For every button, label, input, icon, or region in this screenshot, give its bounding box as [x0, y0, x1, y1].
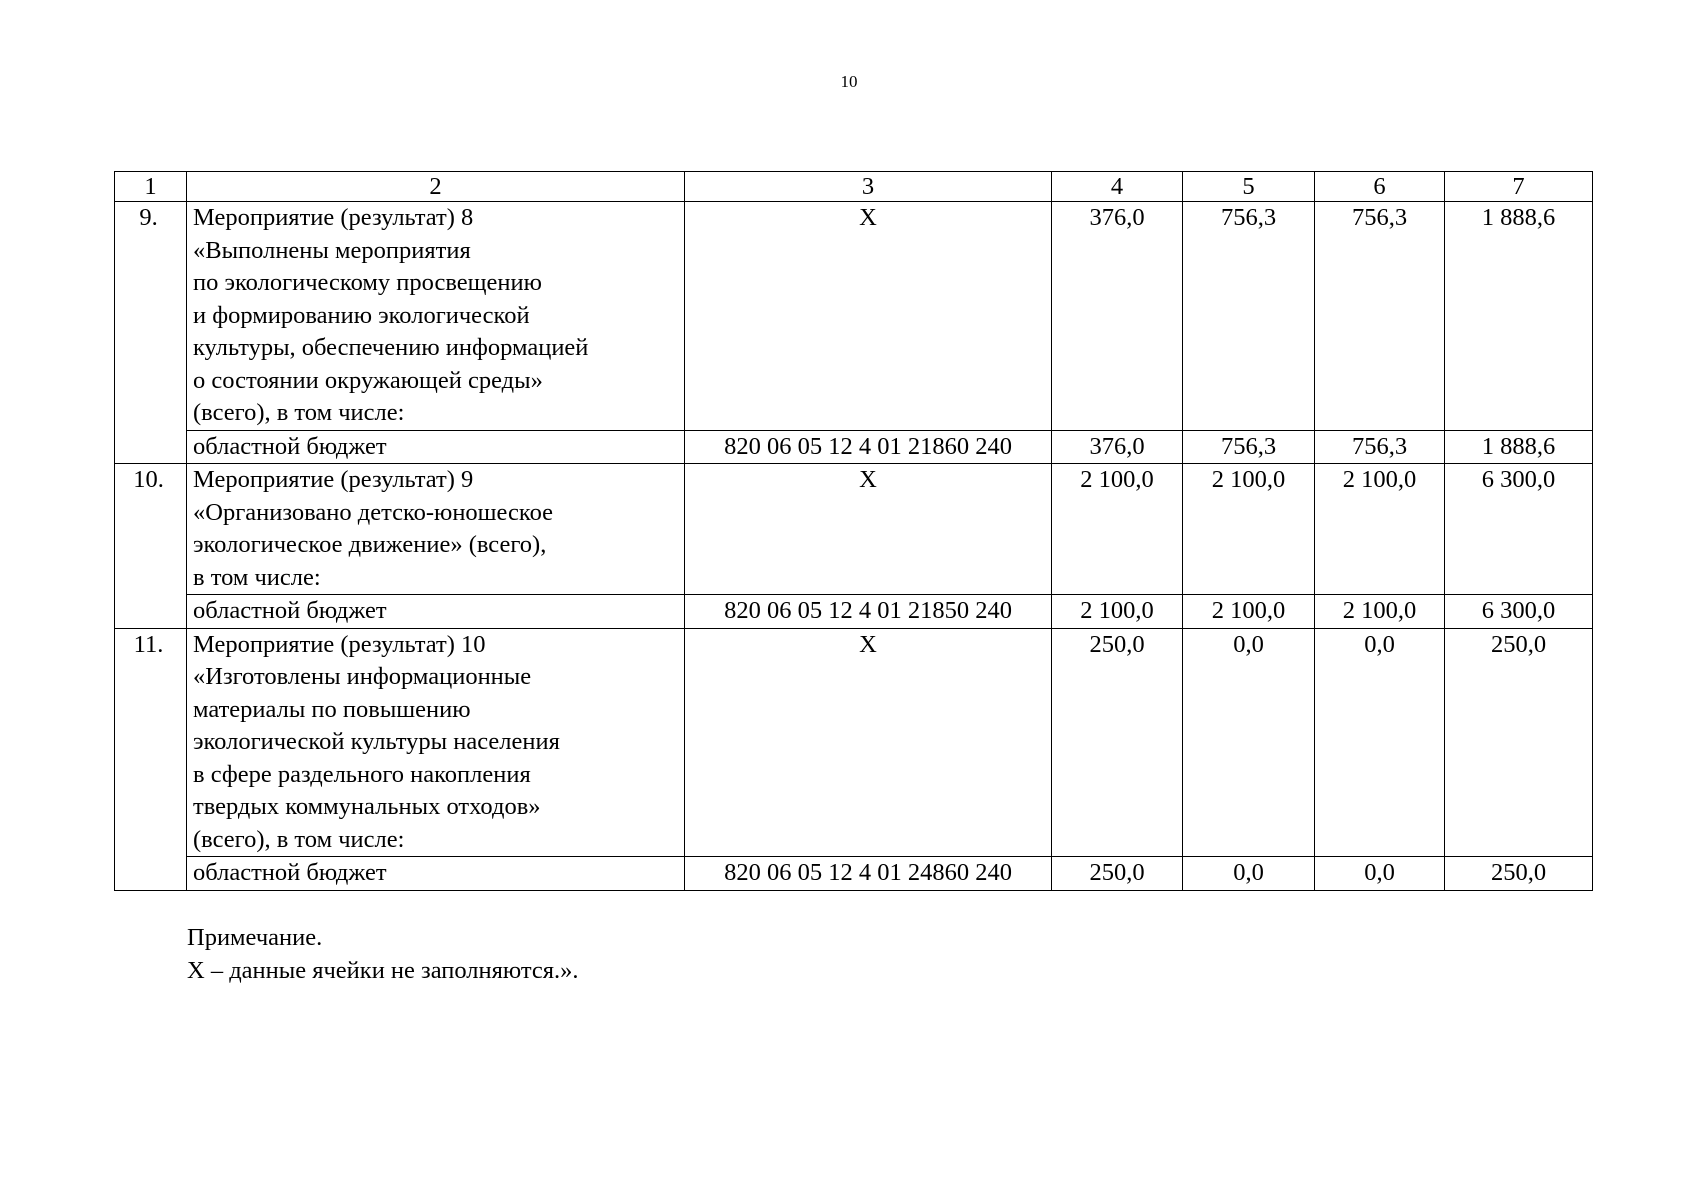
value-cell: 250,0 — [1445, 857, 1593, 891]
budget-code: 820 06 05 12 4 01 21850 240 — [685, 595, 1052, 629]
value-cell: 6 300,0 — [1445, 595, 1593, 629]
budget-code: X — [685, 464, 1052, 595]
budget-code: X — [685, 628, 1052, 857]
value-cell: 756,3 — [1183, 430, 1315, 464]
funding-source: областной бюджет — [187, 857, 685, 891]
value-cell: 250,0 — [1052, 628, 1183, 857]
column-header: 6 — [1315, 172, 1445, 202]
table-subrow — [115, 595, 1593, 629]
value-cell: 1 888,6 — [1445, 202, 1593, 431]
column-header: 4 — [1052, 172, 1183, 202]
event-description: Мероприятие (результат) 9 «Организовано детско-юношеское экологическое движение» (всего), в том числе: — [187, 464, 685, 595]
value-cell: 2 100,0 — [1315, 464, 1445, 595]
value-cell: 2 100,0 — [1315, 595, 1445, 629]
row-number: 9. — [115, 202, 187, 464]
budget-table — [114, 171, 1593, 891]
value-cell: 1 888,6 — [1445, 430, 1593, 464]
table-subrow — [115, 857, 1593, 891]
table-row — [115, 464, 1593, 595]
value-cell: 6 300,0 — [1445, 464, 1593, 595]
table-row — [115, 202, 1593, 431]
column-header: 7 — [1445, 172, 1593, 202]
value-cell: 2 100,0 — [1183, 595, 1315, 629]
value-cell: 2 100,0 — [1052, 464, 1183, 595]
funding-source: областной бюджет — [187, 430, 685, 464]
table-subrow — [115, 430, 1593, 464]
page-number: 10 — [840, 72, 858, 91]
budget-code: 820 06 05 12 4 01 24860 240 — [685, 857, 1052, 891]
column-header: 2 — [187, 172, 685, 202]
value-cell: 756,3 — [1315, 202, 1445, 431]
event-description: Мероприятие (результат) 8 «Выполнены мероприятия по экологическому просвещению и формированию экологической культуры, обеспечению информацией о состоянии окружающей среды» (всего), в том числе: — [187, 202, 685, 431]
value-cell: 250,0 — [1445, 628, 1593, 857]
note — [187, 922, 579, 987]
value-cell: 0,0 — [1183, 857, 1315, 891]
value-cell: 2 100,0 — [1052, 595, 1183, 629]
note-text: X – данные ячейки не заполняются.». — [187, 956, 579, 984]
value-cell: 250,0 — [1052, 857, 1183, 891]
value-cell: 376,0 — [1052, 430, 1183, 464]
value-cell: 756,3 — [1183, 202, 1315, 431]
budget-code: X — [685, 202, 1052, 431]
event-description: Мероприятие (результат) 10 «Изготовлены информационные материалы по повышению экологической культуры населения в сфере раздельного накопления твердых коммунальных отходов» (всего), в том числе: — [187, 628, 685, 857]
row-number: 11. — [115, 628, 187, 890]
value-cell: 0,0 — [1183, 628, 1315, 857]
table-header-row — [115, 172, 1593, 202]
value-cell: 0,0 — [1315, 628, 1445, 857]
column-header: 5 — [1183, 172, 1315, 202]
column-header: 1 — [115, 172, 187, 202]
column-header: 3 — [685, 172, 1052, 202]
funding-source: областной бюджет — [187, 595, 685, 629]
budget-code: 820 06 05 12 4 01 21860 240 — [685, 430, 1052, 464]
value-cell: 376,0 — [1052, 202, 1183, 431]
note-title: Примечание. — [187, 924, 323, 951]
value-cell: 0,0 — [1315, 857, 1445, 891]
row-number: 10. — [115, 464, 187, 629]
value-cell: 756,3 — [1315, 430, 1445, 464]
table-row — [115, 628, 1593, 857]
value-cell: 2 100,0 — [1183, 464, 1315, 595]
